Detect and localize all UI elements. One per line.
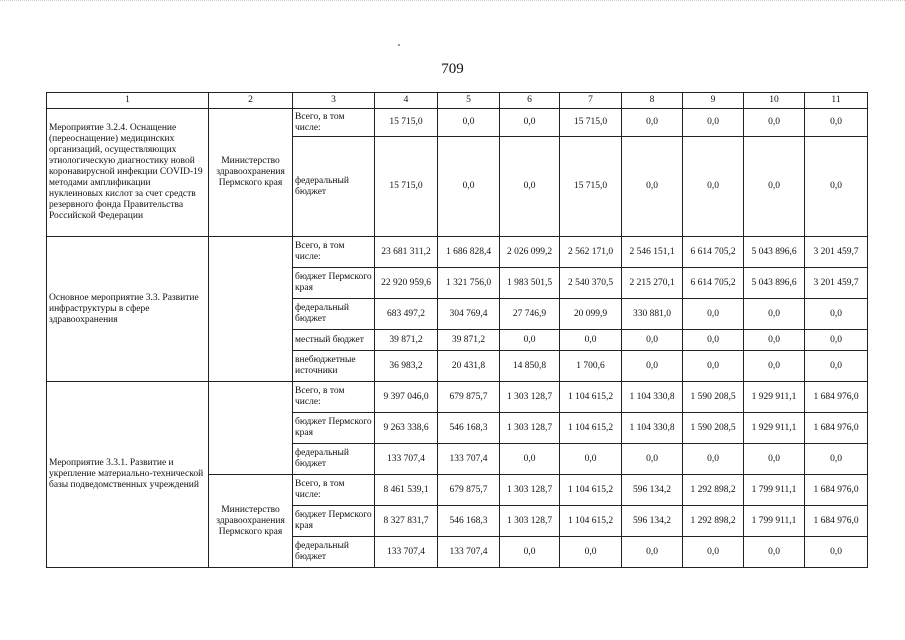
funding-source: местный бюджет [293, 330, 375, 351]
value-cell: 0,0 [500, 537, 560, 568]
value-cell: 1 590 208,5 [683, 413, 744, 444]
value-cell: 0,0 [744, 137, 805, 237]
value-cell: 3 201 459,7 [805, 268, 868, 299]
value-cell: 1 303 128,7 [500, 382, 560, 413]
value-cell: 1 799 911,1 [744, 506, 805, 537]
column-header: 2 [209, 93, 293, 109]
value-cell: 8 461 539,1 [375, 475, 438, 506]
event-name-3-3-1: Мероприятие 3.3.1. Развитие и укрепление материально-технической базы подведомственных учреждений [47, 382, 209, 568]
column-header: 4 [375, 93, 438, 109]
value-cell: 3 201 459,7 [805, 237, 868, 268]
value-cell: 596 134,2 [622, 506, 683, 537]
value-cell: 0,0 [683, 299, 744, 330]
column-header: 1 [47, 93, 209, 109]
value-cell: 596 134,2 [622, 475, 683, 506]
value-cell: 133 707,4 [438, 444, 500, 475]
value-cell: 5 043 896,6 [744, 237, 805, 268]
executor-ministry: Министерство здравоохранения Пермского края [209, 109, 293, 237]
value-cell: 1 292 898,2 [683, 475, 744, 506]
header-row [47, 93, 868, 109]
value-cell: 0,0 [805, 137, 868, 237]
value-cell: 0,0 [805, 330, 868, 351]
value-cell: 1 104 330,8 [622, 413, 683, 444]
value-cell: 0,0 [500, 444, 560, 475]
value-cell: 36 983,2 [375, 351, 438, 382]
value-cell: 679 875,7 [438, 475, 500, 506]
funding-source: бюджет Пермского края [293, 268, 375, 299]
value-cell: 133 707,4 [375, 444, 438, 475]
value-cell: 133 707,4 [438, 537, 500, 568]
funding-source: федеральный бюджет [293, 537, 375, 568]
table-row [47, 382, 868, 413]
value-cell: 0,0 [744, 109, 805, 137]
value-cell: 1 983 501,5 [500, 268, 560, 299]
value-cell: 0,0 [560, 330, 622, 351]
value-cell: 14 850,8 [500, 351, 560, 382]
value-cell: 1 104 330,8 [622, 382, 683, 413]
value-cell: 1 700,6 [560, 351, 622, 382]
value-cell: 1 104 615,2 [560, 506, 622, 537]
value-cell: 1 104 615,2 [560, 413, 622, 444]
column-header: 5 [438, 93, 500, 109]
value-cell: 679 875,7 [438, 382, 500, 413]
value-cell: 1 321 756,0 [438, 268, 500, 299]
value-cell: 0,0 [744, 299, 805, 330]
value-cell: 1 303 128,7 [500, 475, 560, 506]
value-cell: 0,0 [500, 330, 560, 351]
value-cell: 2 562 171,0 [560, 237, 622, 268]
value-cell: 0,0 [744, 351, 805, 382]
funding-source: федеральный бюджет [293, 444, 375, 475]
funding-source: бюджет Пермского края [293, 413, 375, 444]
value-cell: 27 746,9 [500, 299, 560, 330]
value-cell: 2 540 370,5 [560, 268, 622, 299]
page-number: 709 [441, 61, 464, 77]
value-cell: 0,0 [683, 330, 744, 351]
value-cell: 0,0 [683, 109, 744, 137]
value-cell: 1 303 128,7 [500, 506, 560, 537]
funding-source: Всего, в том числе: [293, 382, 375, 413]
column-header: 10 [744, 93, 805, 109]
event-name-3-2-4: Мероприятие 3.2.4. Оснащение (переоснащение) медицинских организаций, осуществляющих этиологическую диагностику новой коронавирусной инфекции COVID-19 методами амплификации нуклеиновых кислот за счет средств резервного фонда Правительства Российской Федерации [47, 109, 209, 237]
funding-source: бюджет Пермского края [293, 506, 375, 537]
value-cell: 0,0 [622, 444, 683, 475]
column-header: 8 [622, 93, 683, 109]
value-cell: 0,0 [622, 137, 683, 237]
value-cell: 0,0 [805, 537, 868, 568]
page-top-edge [0, 0, 905, 5]
event-name-3-3: Основное мероприятие 3.3. Развитие инфраструктуры в сфере здравоохранения [47, 237, 209, 382]
value-cell: 5 043 896,6 [744, 268, 805, 299]
value-cell: 0,0 [744, 444, 805, 475]
value-cell: 0,0 [622, 537, 683, 568]
value-cell: 0,0 [500, 109, 560, 137]
column-header: 3 [293, 93, 375, 109]
value-cell: 0,0 [805, 444, 868, 475]
value-cell: 0,0 [683, 351, 744, 382]
value-cell: 1 104 615,2 [560, 475, 622, 506]
value-cell: 0,0 [438, 109, 500, 137]
value-cell: 0,0 [622, 351, 683, 382]
funding-source: внебюджетные источники [293, 351, 375, 382]
value-cell: 0,0 [500, 137, 560, 237]
funding-source: Всего, в том числе: [293, 475, 375, 506]
value-cell: 1 303 128,7 [500, 413, 560, 444]
value-cell: 546 168,3 [438, 413, 500, 444]
value-cell: 546 168,3 [438, 506, 500, 537]
value-cell: 8 327 831,7 [375, 506, 438, 537]
value-cell: 0,0 [622, 330, 683, 351]
value-cell: 1 929 911,1 [744, 413, 805, 444]
value-cell: 6 614 705,2 [683, 237, 744, 268]
value-cell: 1 684 976,0 [805, 413, 868, 444]
value-cell: 20 431,8 [438, 351, 500, 382]
funding-source: Всего, в том числе: [293, 237, 375, 268]
value-cell: 20 099,9 [560, 299, 622, 330]
column-header: 6 [500, 93, 560, 109]
value-cell: 1 929 911,1 [744, 382, 805, 413]
executor-empty [209, 382, 293, 475]
value-cell: 0,0 [622, 109, 683, 137]
value-cell: 0,0 [438, 137, 500, 237]
executor-ministry: Министерство здравоохранения Пермского края [209, 475, 293, 568]
value-cell: 0,0 [744, 537, 805, 568]
table-row [47, 237, 868, 268]
funding-source: федеральный бюджет [293, 299, 375, 330]
value-cell: 2 026 099,2 [500, 237, 560, 268]
value-cell: 6 614 705,2 [683, 268, 744, 299]
value-cell: 0,0 [560, 537, 622, 568]
value-cell: 15 715,0 [375, 137, 438, 237]
value-cell: 1 684 976,0 [805, 475, 868, 506]
table-row [47, 109, 868, 137]
column-header: 7 [560, 93, 622, 109]
value-cell: 0,0 [683, 444, 744, 475]
value-cell: 22 920 959,6 [375, 268, 438, 299]
value-cell: 15 715,0 [375, 109, 438, 137]
column-header: 11 [805, 93, 868, 109]
value-cell: 2 546 151,1 [622, 237, 683, 268]
value-cell: 133 707,4 [375, 537, 438, 568]
funding-source: федеральный бюджет [293, 137, 375, 237]
value-cell: 0,0 [683, 537, 744, 568]
value-cell: 9 397 046,0 [375, 382, 438, 413]
value-cell: 15 715,0 [560, 137, 622, 237]
scan-speck [398, 44, 400, 46]
value-cell: 15 715,0 [560, 109, 622, 137]
value-cell: 39 871,2 [375, 330, 438, 351]
value-cell: 330 881,0 [622, 299, 683, 330]
value-cell: 1 292 898,2 [683, 506, 744, 537]
budget-table [46, 92, 868, 568]
value-cell: 1 684 976,0 [805, 382, 868, 413]
value-cell: 0,0 [805, 299, 868, 330]
value-cell: 1 686 828,4 [438, 237, 500, 268]
value-cell: 2 215 270,1 [622, 268, 683, 299]
value-cell: 0,0 [805, 109, 868, 137]
value-cell: 0,0 [744, 330, 805, 351]
value-cell: 304 769,4 [438, 299, 500, 330]
value-cell: 0,0 [560, 444, 622, 475]
value-cell: 0,0 [805, 351, 868, 382]
value-cell: 0,0 [683, 137, 744, 237]
value-cell: 9 263 338,6 [375, 413, 438, 444]
value-cell: 683 497,2 [375, 299, 438, 330]
value-cell: 39 871,2 [438, 330, 500, 351]
executor-empty [209, 237, 293, 382]
column-header: 9 [683, 93, 744, 109]
value-cell: 1 799 911,1 [744, 475, 805, 506]
value-cell: 1 684 976,0 [805, 506, 868, 537]
value-cell: 23 681 311,2 [375, 237, 438, 268]
value-cell: 1 590 208,5 [683, 382, 744, 413]
funding-source: Всего, в том числе: [293, 109, 375, 137]
value-cell: 1 104 615,2 [560, 382, 622, 413]
